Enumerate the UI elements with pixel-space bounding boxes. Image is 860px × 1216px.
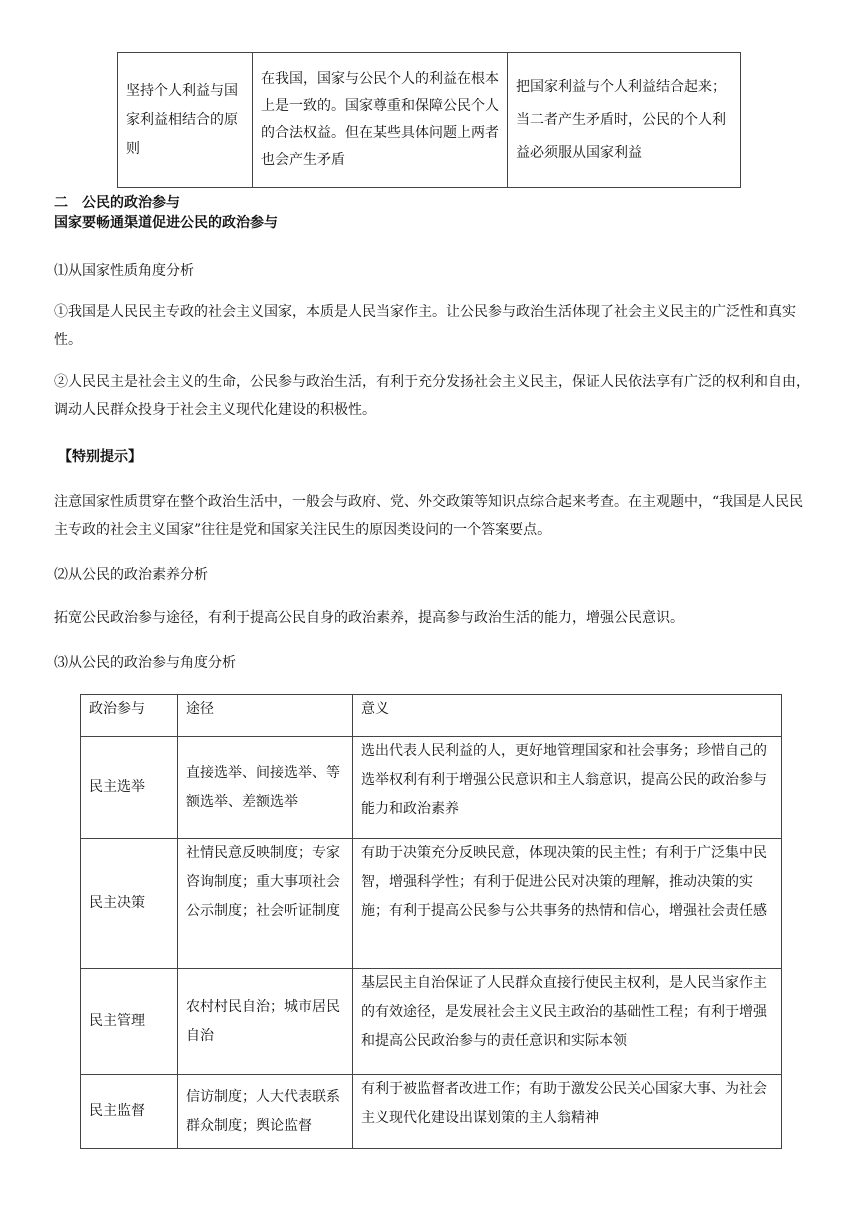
principle-table	[117, 52, 741, 188]
table-row	[81, 737, 782, 839]
item3-title: ⑶从公民的政治参与角度分析	[54, 655, 236, 671]
table-row	[118, 53, 741, 188]
participation-meaning-cell: 有助于决策充分反映民意，体现决策的民主性；有利于广泛集中民智，增强科学性；有利于促进公民对决策的理解，推动决策的实施；有利于提高公民参与公共事务的热情和信心，增强社会责任感	[353, 839, 782, 969]
item2-text: 拓宽公民政治参与途径，有利于提高公民自身的政治素养，提高参与政治生活的能力，增强公民意识。	[54, 610, 684, 626]
participation-way-cell: 社情民意反映制度；专家咨询制度；重大事项社会公示制度；社会听证制度	[178, 839, 353, 969]
principle-explanation-cell: 在我国，国家与公民个人的利益在根本上是一致的。国家尊重和保障公民个人的合法权益。但在某些具体问题上两者也会产生矛盾	[253, 53, 508, 188]
participation-table	[80, 694, 782, 1149]
participation-type-cell: 民主管理	[81, 969, 178, 1075]
tip-label: 【特别提示】	[58, 449, 142, 465]
participation-type-cell: 民主选举	[81, 737, 178, 839]
column-header: 意义	[353, 695, 782, 737]
participation-type-cell: 民主决策	[81, 839, 178, 969]
column-header: 途径	[178, 695, 353, 737]
item1-paragraph-2: ②人民民主是社会主义的生命，公民参与政治生活，有利于充分发扬社会主义民主，保证人民依法享有广泛的权利和自由，调动人民群众投身于社会主义现代化建设的积极性。	[54, 374, 810, 418]
participation-way-cell: 信访制度；人大代表联系群众制度；舆论监督	[178, 1075, 353, 1149]
table-header-row	[81, 695, 782, 737]
table-row	[81, 969, 782, 1075]
participation-way-cell: 农村村民自治；城市居民自治	[178, 969, 353, 1075]
participation-meaning-cell: 有利于被监督者改进工作；有助于激发公民关心国家大事、为社会主义现代化建设出谋划策的主人翁精神	[353, 1075, 782, 1149]
tip-text: 注意国家性质贯穿在整个政治生活中，一般会与政府、党、外交政策等知识点综合起来考查。在主观题中，“我国是人民民主专政的社会主义国家”往往是党和国家关注民生的原因类设问的一个答案要点。	[54, 494, 804, 538]
item2-title: ⑵从公民的政治素养分析	[54, 567, 208, 583]
section-heading: 二 公民的政治参与	[54, 195, 180, 211]
participation-meaning-cell: 基层民主自治保证了人民群众直接行使民主权利，是人民当家作主的有效途径，是发展社会主义民主政治的基础性工程；有利于增强和提高公民政治参与的责任意识和实际本领	[353, 969, 782, 1075]
item1-title: ⑴从国家性质角度分析	[54, 263, 194, 279]
table-row	[81, 1075, 782, 1149]
participation-way-cell: 直接选举、间接选举、等额选举、差额选举	[178, 737, 353, 839]
principle-requirement-cell: 把国家利益与个人利益结合起来；当二者产生矛盾时，公民的个人利益必须服从国家利益	[508, 53, 741, 188]
participation-type-cell: 民主监督	[81, 1075, 178, 1149]
principle-name-cell: 坚持个人利益与国家利益相结合的原则	[118, 53, 253, 188]
item1-paragraph-1: ①我国是人民民主专政的社会主义国家，本质是人民当家作主。让公民参与政治生活体现了社会主义民主的广泛性和真实性。	[54, 304, 796, 348]
participation-meaning-cell: 选出代表人民利益的人，更好地管理国家和社会事务；珍惜自己的选举权利有利于增强公民意识和主人翁意识，提高公民的政治参与能力和政治素养	[353, 737, 782, 839]
column-header: 政治参与	[81, 695, 178, 737]
sub-heading: 国家要畅通渠道促进公民的政治参与	[54, 215, 278, 231]
table-row	[81, 839, 782, 969]
